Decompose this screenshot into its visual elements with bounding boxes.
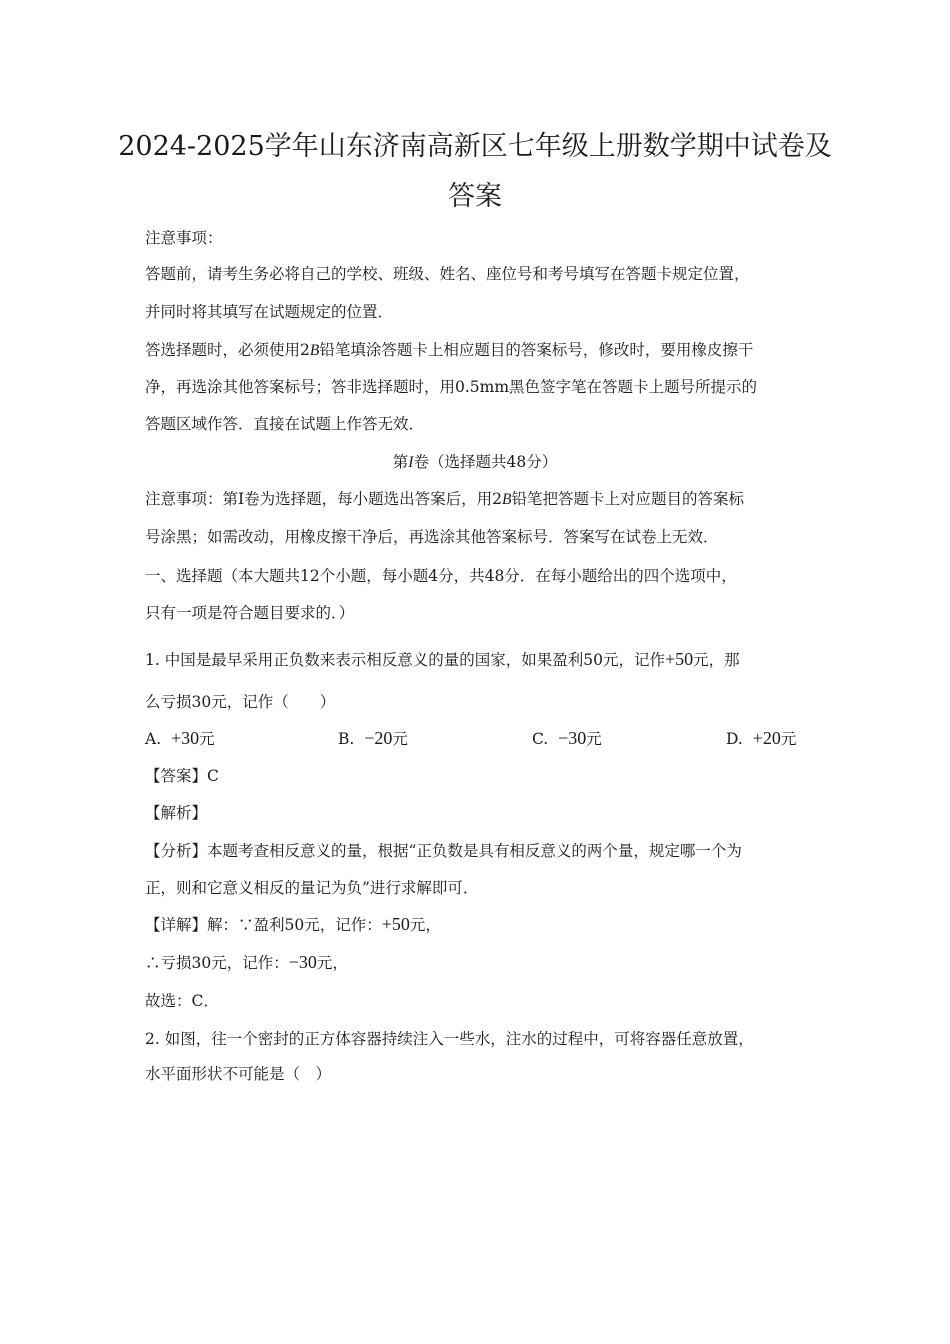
notice-line-4: 净，再选涂其他答案标号；答非选择题时，用0.5mm黑色签字笔在答题卡上题号所提示的	[145, 378, 758, 396]
notice-line-3-part-c: 铅笔填涂答题卡上相应题目的答案标号，修改时，要用橡皮擦干	[319, 341, 754, 359]
section-heading-roman: I	[408, 454, 414, 471]
q1-option-a-value: +30	[170, 728, 200, 748]
q1-option-a-unit: 元	[199, 730, 215, 748]
q1-detail-1-math: +50	[381, 914, 410, 934]
q1-analysis-heading: 【解析】	[145, 804, 208, 822]
section-note-1-pencil: B	[502, 491, 512, 508]
q1-detail-2-math: −30	[288, 952, 317, 972]
section-note-1	[145, 487, 835, 509]
q1-option-c-value: −30	[558, 728, 587, 748]
q2-stem-line-2: 水平面形状不可能是（ ）	[145, 1065, 332, 1083]
q1-option-b	[338, 727, 408, 749]
q1-option-b-value: −20	[364, 728, 393, 748]
q1-option-b-label: B.	[338, 730, 355, 748]
q1-option-b-unit: 元	[392, 730, 408, 748]
section-note-1-a: 注意事项：第Ⅰ卷为选择题，每小题选出答案后，用2	[145, 490, 502, 508]
section-heading-c: 卷（选择题共48分）	[413, 453, 558, 471]
q1-stem-math: +50	[664, 649, 694, 669]
section-note-1-c: 铅笔把答题卡上对应题目的答案标	[511, 490, 744, 508]
q1-option-a	[145, 727, 215, 749]
q1-option-d-value: +20	[752, 728, 781, 748]
notice-line-5: 答题区域作答．直接在试题上作答无效．	[145, 415, 425, 433]
q1-answer: 【答案】C	[145, 767, 219, 785]
q1-detail-line-1	[145, 913, 835, 935]
q1-detail-1-b: 元，	[409, 916, 441, 934]
q1-stem-line-2: 么亏损30元，记作（ ）	[145, 693, 336, 711]
notice-heading: 注意事项：	[145, 229, 223, 247]
q1-detail-line-2	[145, 951, 835, 973]
q2-stem-line-1: 2. 如图，往一个密封的正方体容器持续注入一些水，注水的过程中，可将容器任意放置，	[145, 1030, 754, 1048]
q1-choice: 故选：C．	[145, 992, 219, 1010]
notice-line-3-part-a: 答选择题时，必须使用2	[145, 341, 310, 359]
q1-option-c-unit: 元	[586, 730, 602, 748]
q1-stem-a: 1. 中国是最早采用正负数来表示相反意义的量的国家，如果盈利50元，记作	[145, 651, 665, 669]
q1-option-d-label: D.	[726, 730, 743, 748]
q1-detail-2-a: ∴亏损30元，记作：	[145, 954, 289, 972]
section-heading-a: 第	[392, 453, 409, 471]
page-title: 2024-2025学年山东济南高新区七年级上册数学期中试卷及答案	[118, 131, 832, 212]
section-note-2: 号涂黑；如需改动，用橡皮擦干净后，再选涂其他答案标号．答案写在试卷上无效．	[145, 528, 719, 546]
q1-detail-1-a: 【详解】解：∵盈利50元，记作：	[145, 916, 382, 934]
q1-fenxi-line-2: 正，则和它意义相反的量记为负”进行求解即可．	[145, 879, 479, 897]
section-heading	[145, 450, 805, 472]
q1-detail-2-b: 元，	[316, 954, 348, 972]
q1-option-a-label: A.	[145, 730, 162, 748]
notice-line-3-pencil: B	[309, 342, 320, 359]
q1-option-c	[532, 727, 602, 749]
q1-stem-line-1	[145, 648, 835, 670]
q1-option-d-unit: 元	[780, 730, 797, 748]
q1-option-d	[726, 727, 796, 749]
part-one-line-2: 只有一项是符合题目要求的．）	[145, 604, 355, 622]
q1-option-c-label: C.	[532, 730, 549, 748]
q1-fenxi-line-1: 【分析】本题考查相反意义的量，根据“正负数是具有相反意义的两个量，规定哪一个为	[145, 842, 742, 860]
q1-stem-b: 元，那	[693, 651, 740, 669]
notice-line-1: 答题前，请考生务必将自己的学校、班级、姓名、座位号和考号填写在答题卡规定位置，	[145, 265, 750, 283]
notice-line-3	[145, 338, 835, 360]
notice-line-2: 并同时将其填写在试题规定的位置．	[145, 303, 394, 321]
part-one-line-1: 一、选择题（本大题共12个小题，每小题4分，共48分．在每小题给出的四个选项中，	[145, 567, 737, 585]
